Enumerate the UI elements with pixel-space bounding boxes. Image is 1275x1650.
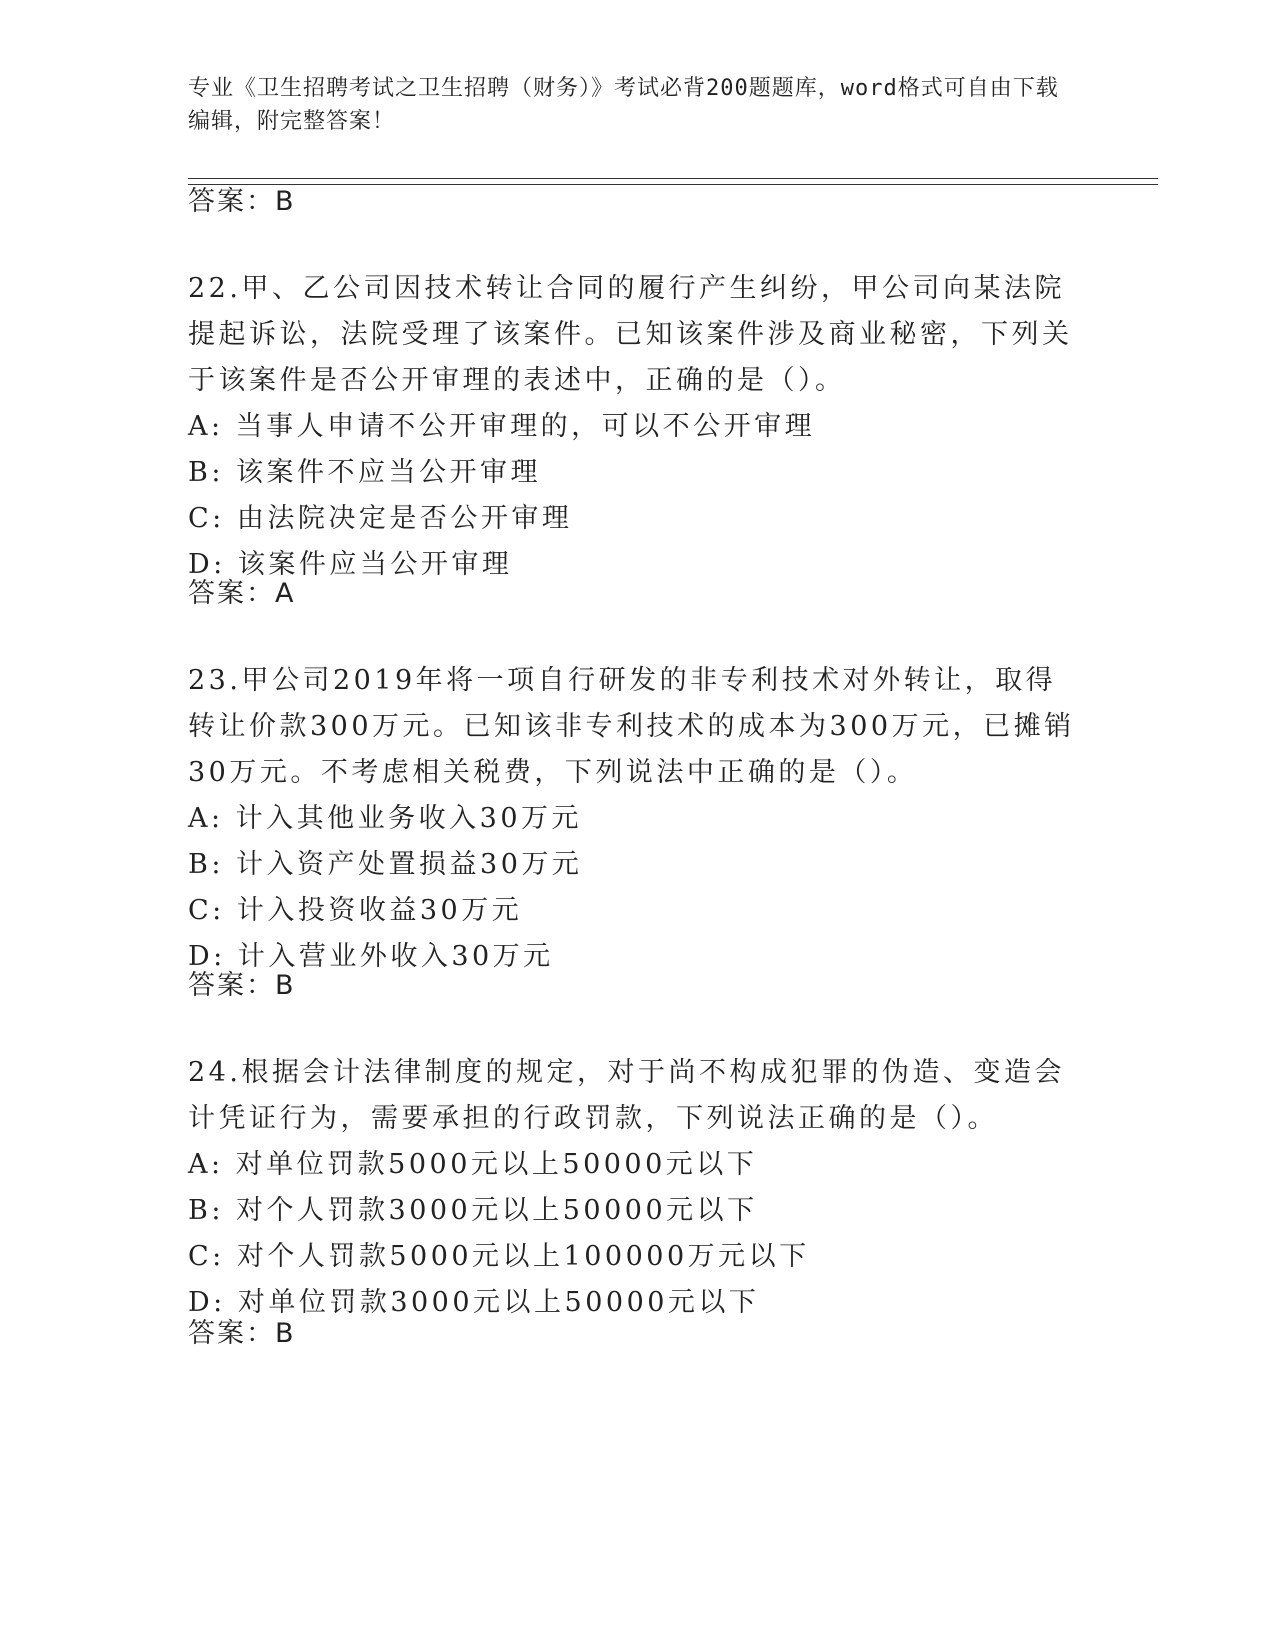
question-24 — [188, 1050, 1078, 1326]
question-22 — [188, 266, 1078, 588]
answer-24: 答案：B — [188, 1318, 296, 1349]
option-a: A: 计入其他业务收入30万元 — [188, 803, 583, 834]
option-d: D: 该案件应当公开审理 — [188, 549, 513, 580]
option-a: A: 当事人申请不公开审理的，可以不公开审理 — [188, 411, 816, 442]
option-c: C: 由法院决定是否公开审理 — [188, 503, 573, 534]
page-header-text: 专业《卫生招聘考试之卫生招聘（财务）》考试必背200题题库，word格式可自由下载编辑，附完整答案！ — [188, 76, 1059, 134]
answer-23: 答案：B — [188, 970, 296, 1001]
question-stem: 22.甲、乙公司因技术转让合同的履行产生纠纷，甲公司向某法院提起诉讼，法院受理了该案件。已知该案件涉及商业秘密，下列关于该案件是否公开审理的表述中，正确的是（）。 — [188, 273, 1073, 396]
option-d: D: 计入营业外收入30万元 — [188, 941, 554, 972]
option-b: B: 计入资产处置损益30万元 — [188, 849, 583, 880]
option-b: B: 对个人罚款3000元以上50000元以下 — [188, 1195, 758, 1226]
answer-22: 答案：A — [188, 578, 296, 609]
option-a: A: 对单位罚款5000元以上50000元以下 — [188, 1149, 758, 1180]
option-c: C: 对个人罚款5000元以上100000万元以下 — [188, 1241, 810, 1272]
option-c: C: 计入投资收益30万元 — [188, 895, 523, 926]
question-stem: 24.根据会计法律制度的规定，对于尚不构成犯罪的伪造、变造会计凭证行为，需要承担的行政罚款，下列说法正确的是（）。 — [188, 1057, 1065, 1134]
option-b: B: 该案件不应当公开审理 — [188, 457, 542, 488]
option-d: D: 对单位罚款3000元以上50000元以下 — [188, 1287, 760, 1318]
question-stem: 23.甲公司2019年将一项自行研发的非专利技术对外转让，取得转让价款300万元。已知该非专利技术的成本为300万元，已摊销30万元。不考虑相关税费，下列说法中正确的是（）。 — [188, 665, 1075, 788]
header-rule-top — [188, 178, 1158, 179]
question-23 — [188, 658, 1078, 980]
header-rule-bottom — [188, 184, 1158, 185]
previous-answer: 答案：B — [188, 186, 296, 217]
